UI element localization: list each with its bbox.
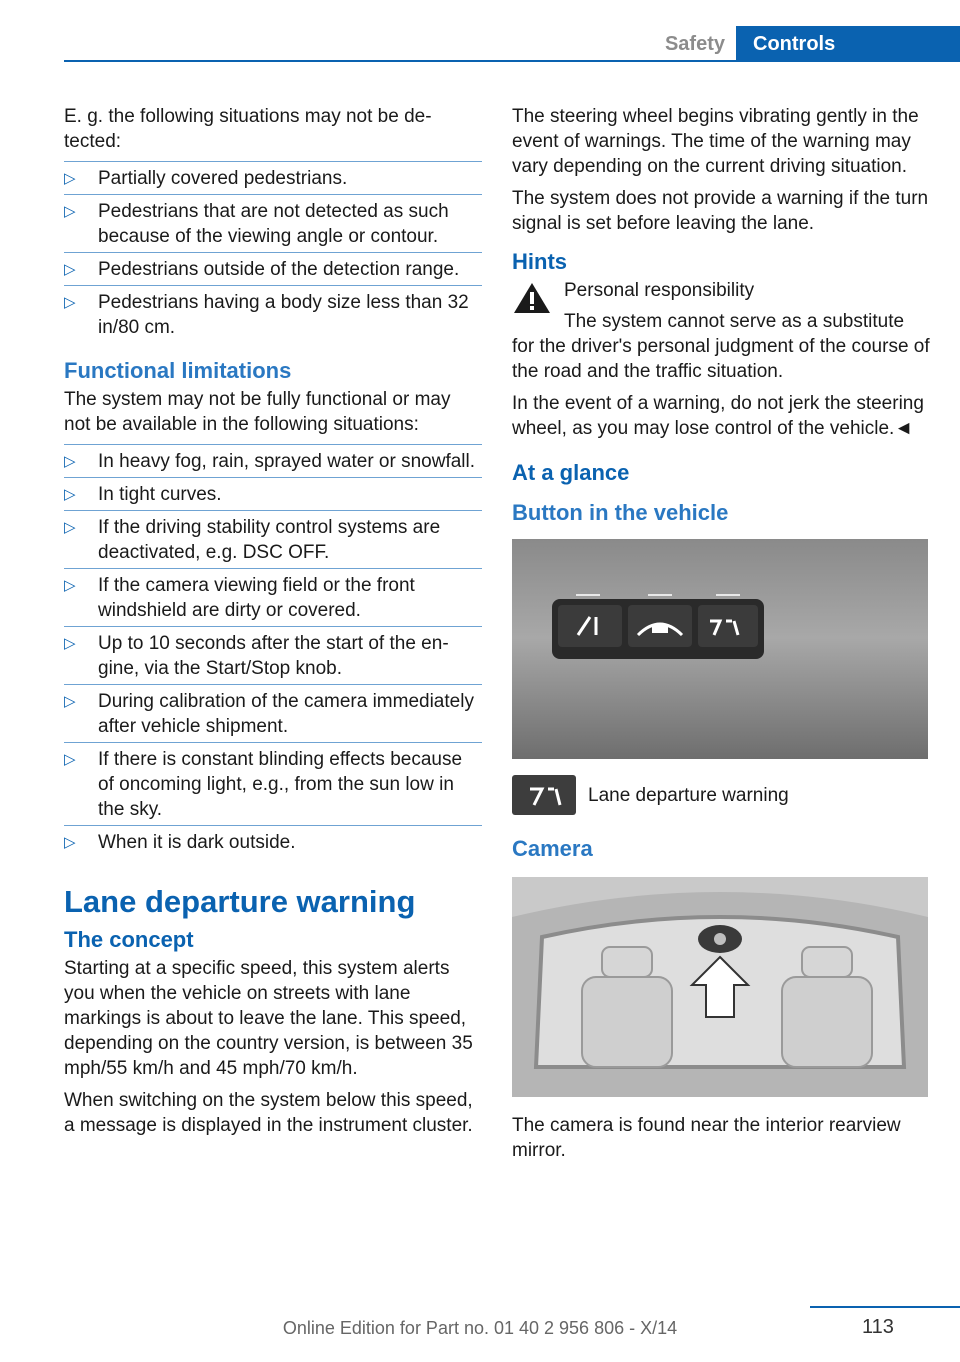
list-item-text: Pedestrians that are not detected as such because of the viewing angle or contour.	[98, 201, 449, 247]
tab-safety: Safety	[664, 33, 725, 55]
list-item	[64, 194, 482, 252]
triangle-bullet-icon: ▷	[64, 170, 76, 187]
list-item-text: If the driving stability control systems are deactivated, e.g. DSC OFF.	[98, 517, 441, 563]
tab-controls: Controls	[736, 26, 960, 62]
triangle-bullet-icon: ▷	[64, 203, 76, 220]
triangle-bullet-icon: ▷	[64, 635, 76, 652]
page-number: 113	[862, 1316, 894, 1338]
steering-paragraph: In the event of a warning, do not jerk the steering wheel, as you may lose control of the vehicle.◄	[512, 393, 924, 439]
list-item	[64, 477, 482, 510]
camera-location-photo	[512, 877, 928, 1097]
undetected-situations-list	[64, 161, 482, 343]
list-item	[64, 825, 482, 858]
heading-hints: Hints	[512, 249, 567, 274]
triangle-bullet-icon: ▷	[64, 261, 76, 278]
list-item-text: In tight curves.	[98, 484, 222, 505]
lane-departure-button-icon	[512, 775, 576, 815]
warning-note	[512, 278, 930, 303]
list-item	[64, 444, 482, 477]
triangle-bullet-icon: ▷	[64, 486, 76, 503]
lane-departure-button-legend	[512, 775, 930, 815]
heading-lane-departure-warning: Lane departure warning	[64, 884, 416, 919]
triangle-bullet-icon: ▷	[64, 453, 76, 470]
left-column	[64, 104, 482, 1145]
list-item	[64, 568, 482, 626]
warning-title: Personal responsibility	[564, 280, 755, 301]
list-item-text: During calibration of the camera immediately after vehicle shipment.	[98, 691, 474, 737]
list-item-text: Partially covered pedestrians.	[98, 168, 348, 189]
button-panel-photo	[512, 539, 928, 759]
heading-button-in-vehicle: Button in the vehicle	[512, 500, 729, 525]
triangle-bullet-icon: ▷	[64, 294, 76, 311]
heading-camera: Camera	[512, 836, 593, 861]
turn-signal-paragraph: The system does not provide a warning if the turn signal is set before leaving the lane.	[512, 188, 929, 234]
triangle-bullet-icon: ▷	[64, 577, 76, 594]
list-item-text: Pedestrians having a body size less than 32 in/80 cm.	[98, 292, 469, 338]
list-item	[64, 684, 482, 742]
list-item	[64, 742, 482, 825]
list-item-text: In heavy fog, rain, sprayed water or snowfall.	[98, 451, 476, 472]
concept-paragraph-1: Starting at a specific speed, this system alerts you when the vehicle on streets with lane markings is about to leave the lane. This speed, depending on the country version, is between 35 mph/55 km/h and 45 mph/70 km/h.	[64, 958, 473, 1079]
functional-intro: The system may not be fully functional or may not be available in the following situations:	[64, 389, 451, 435]
header-rule	[64, 60, 736, 62]
list-item	[64, 252, 482, 285]
right-column	[512, 104, 930, 1170]
camera-caption: The camera is found near the interior rearview mirror.	[512, 1115, 901, 1161]
list-item-text: Pedestrians outside of the detection range.	[98, 259, 460, 280]
intro-text: E. g. the following situations may not be detected:	[64, 106, 432, 152]
warning-triangle-icon	[512, 280, 552, 316]
list-item-text: If the camera viewing field or the front windshield are dirty or covered.	[98, 575, 415, 621]
heading-concept: The concept	[64, 927, 194, 952]
list-item-text: If there is constant blinding effects because of oncoming light, e.g., from the sun low in the sky.	[98, 749, 463, 820]
warning-text: The system cannot serve as a substitute for the driver's personal judgment of the course of the road and the traffic situation.	[512, 311, 930, 382]
list-item-text: When it is dark outside.	[98, 832, 296, 853]
functional-limitations-list	[64, 444, 482, 858]
concept-paragraph-2: When switching on the system below this speed, a message is displayed in the instrument cluster.	[64, 1090, 473, 1136]
list-item	[64, 285, 482, 343]
heading-at-a-glance: At a glance	[512, 460, 630, 485]
footer-rule	[810, 1306, 960, 1308]
triangle-bullet-icon: ▷	[64, 751, 76, 768]
triangle-bullet-icon: ▷	[64, 834, 76, 851]
list-item-text: Up to 10 seconds after the start of the engine, via the Start/Stop knob.	[98, 633, 449, 679]
list-item	[64, 161, 482, 194]
list-item	[64, 510, 482, 568]
triangle-bullet-icon: ▷	[64, 693, 76, 710]
footer-edition: Online Edition for Part no. 01 40 2 956 806 - X/14	[282, 1318, 678, 1338]
lane-departure-button-caption: Lane departure warning	[588, 784, 789, 806]
triangle-bullet-icon: ▷	[64, 519, 76, 536]
list-item	[64, 626, 482, 684]
heading-functional-limitations: Functional limitations	[64, 358, 292, 383]
vibration-paragraph: The steering wheel begins vibrating gently in the event of warnings. The time of the warning may vary depending on the current driving situation.	[512, 106, 919, 177]
